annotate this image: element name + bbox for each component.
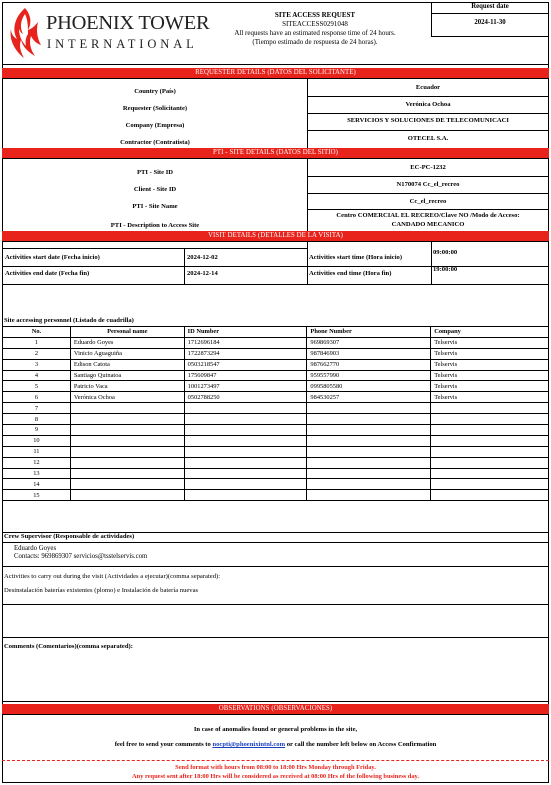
- table-row: [3, 490, 549, 501]
- row-company: [431, 403, 549, 414]
- row-phone: 969869307: [307, 337, 431, 348]
- row-phone: 0995805580: [307, 381, 431, 392]
- requester-label: Requester (Solicitante): [122, 105, 188, 112]
- header-title-block: [195, 11, 435, 46]
- table-row: [3, 370, 549, 381]
- personnel-title: Site accessing personnel (Listado de cuadrilla): [4, 317, 134, 324]
- row-no: 9: [3, 425, 71, 436]
- row-company: Telservis: [431, 392, 549, 403]
- row-id: 1712696184: [184, 337, 307, 348]
- table-row: [3, 348, 549, 359]
- row-name: [70, 435, 184, 446]
- row-id: 1001273497: [184, 381, 307, 392]
- table-row: [3, 435, 549, 446]
- row-phone: 959557990: [307, 370, 431, 381]
- row-phone: [307, 414, 431, 425]
- site-id-label: PTI - Site ID: [136, 169, 174, 176]
- row-company: [431, 435, 549, 446]
- row-no: 10: [3, 435, 71, 446]
- requester-value: Verónica Ochoa: [405, 101, 451, 108]
- request-date-label: Request date: [471, 3, 509, 10]
- row-name: [70, 457, 184, 468]
- table-row: [3, 337, 549, 348]
- row-name: [70, 414, 184, 425]
- row-id: [184, 403, 307, 414]
- row-no: 1: [3, 337, 71, 348]
- personnel-table: [2, 326, 549, 501]
- row-name: Vinicio Aguaguiña: [70, 348, 184, 359]
- row-id: [184, 414, 307, 425]
- table-row: [3, 381, 549, 392]
- row-company: Telservis: [431, 337, 549, 348]
- activities-label: Activities to carry out during the visit (Actividades a ejecutar)(comma separated):: [4, 573, 221, 580]
- row-id: [184, 446, 307, 457]
- col-header-company: Company: [431, 327, 549, 338]
- row-no: 6: [3, 392, 71, 403]
- company-label: Company (Empresa): [125, 122, 185, 129]
- start-date-label: Activities start date (Fecha inicio): [5, 254, 100, 261]
- end-time-value: 19:00:00: [433, 266, 458, 273]
- row-phone: [307, 446, 431, 457]
- observations-line1: In case of anomalies found or general problems in the site,: [193, 726, 358, 733]
- row-company: [431, 457, 549, 468]
- col-header-no: No.: [3, 327, 71, 338]
- site-name-label: PTI - Site Name: [132, 203, 178, 210]
- row-no: 8: [3, 414, 71, 425]
- row-phone: [307, 490, 431, 501]
- row-name: [70, 479, 184, 490]
- row-name: Patricio Vaca: [70, 381, 184, 392]
- row-id: 0503218547: [184, 359, 307, 370]
- supervisor-contacts: Contacts: 969869307 servicios@tsstelservis.com: [14, 553, 148, 560]
- row-phone: [307, 435, 431, 446]
- row-no: 2: [3, 348, 71, 359]
- start-time-label: Activities start time (Hora inicio): [309, 254, 403, 261]
- table-row: [3, 468, 549, 479]
- logo-line1: PHOENIX TOWER: [46, 12, 210, 34]
- supervisor-title: Crew Supervisor (Responsable de actividades): [4, 533, 135, 540]
- table-row: [3, 479, 549, 490]
- row-phone: [307, 468, 431, 479]
- row-phone: 987662770: [307, 359, 431, 370]
- row-id: 0502788250: [184, 392, 307, 403]
- row-company: [431, 425, 549, 436]
- row-name: [70, 425, 184, 436]
- request-id: SITEACCESS0291048: [282, 20, 348, 28]
- country-label: Country (País): [134, 88, 176, 95]
- row-name: [70, 446, 184, 457]
- company-logo: [6, 4, 210, 62]
- noc-email-link[interactable]: nocpti@phoenixintnl.com: [212, 741, 286, 748]
- access-description-label: PTI - Description to Access Site: [110, 222, 200, 229]
- site-section-header: PTI - SITE DETAILS (DATOS DEL SITIO): [2, 148, 549, 158]
- visit-section-header: VISIT DETAILS (DETALLES DE LA VISITA): [2, 231, 549, 241]
- logo-line2: INTERNATIONAL: [47, 37, 198, 51]
- row-name: Edison Catota: [70, 359, 184, 370]
- row-phone: [307, 457, 431, 468]
- access-description-value-line2: CANDADO MECANICO: [391, 221, 465, 228]
- phoenix-bird-icon: [8, 6, 42, 60]
- observations-line2-post: or call the number left below on Access Confirmation: [285, 741, 437, 748]
- row-id: [184, 457, 307, 468]
- row-company: [431, 414, 549, 425]
- end-date-value: 2024-12-14: [187, 270, 218, 277]
- request-date-value: 2024-11-30: [474, 19, 506, 26]
- col-header-name: Personal name: [70, 327, 184, 338]
- col-header-id: ID Number: [184, 327, 307, 338]
- activities-value: Desinstalación baterías existentes (plomo) e Instalación de batería nuevas: [4, 587, 199, 594]
- row-id: 1722873294: [184, 348, 307, 359]
- row-id: [184, 490, 307, 501]
- row-no: 11: [3, 446, 71, 457]
- row-company: [431, 490, 549, 501]
- row-id: 175609847: [184, 370, 307, 381]
- end-date-label: Activities end date (Fecha fin): [5, 270, 90, 277]
- company-value: SERVICIOS Y SOLUCIONES DE TELECOMUNICACI: [347, 117, 509, 124]
- row-no: 7: [3, 403, 71, 414]
- contractor-label: Contractor (Contratista): [120, 139, 190, 146]
- row-phone: [307, 403, 431, 414]
- row-no: 4: [3, 370, 71, 381]
- footer-line1: Send format with hours from 08:00 to 18:00 Hrs Monday through Friday.: [175, 764, 376, 771]
- row-no: 14: [3, 479, 71, 490]
- comments-label: Comments (Comentarios)(comma separated):: [4, 643, 133, 650]
- col-header-phone: Phone Number: [307, 327, 431, 338]
- row-name: [70, 490, 184, 501]
- row-company: Telservis: [431, 370, 549, 381]
- row-id: [184, 468, 307, 479]
- country-value: Ecuador: [415, 84, 441, 91]
- footer-dashed-divider: [2, 760, 549, 761]
- row-id: [184, 479, 307, 490]
- row-no: 15: [3, 490, 71, 501]
- table-row: [3, 392, 549, 403]
- end-time-label: Activities end time (Hora fin): [309, 270, 392, 277]
- observations-line2: [2, 741, 549, 748]
- table-row: [3, 403, 549, 414]
- site-name-value: Cc_el_recreo: [409, 198, 447, 205]
- row-phone: [307, 425, 431, 436]
- row-id: [184, 425, 307, 436]
- client-site-id-value: N170074 Cc_el_recreo: [396, 181, 460, 188]
- response-note: All requests have an estimated response time of 24 hours.: [234, 29, 396, 37]
- start-date-value: 2024-12-02: [187, 254, 218, 261]
- table-row: [3, 359, 549, 370]
- client-site-id-label: Client - Site ID: [133, 186, 177, 193]
- row-company: Telservis: [431, 381, 549, 392]
- row-company: [431, 479, 549, 490]
- site-id-value: EC-PC-1232: [410, 164, 446, 171]
- row-phone: [307, 479, 431, 490]
- row-no: 13: [3, 468, 71, 479]
- row-company: Telservis: [431, 359, 549, 370]
- row-no: 5: [3, 381, 71, 392]
- row-company: [431, 468, 549, 479]
- access-description-value-line1: Centro COMERCIAL EL RECREO/Clave NO /Modo de Acceso:: [336, 212, 520, 219]
- row-id: [184, 435, 307, 446]
- contractor-value: OTECEL S.A.: [407, 135, 449, 142]
- row-no: 3: [3, 359, 71, 370]
- row-name: Verónica Ochoa: [70, 392, 184, 403]
- row-phone: 987846903: [307, 348, 431, 359]
- table-row: [3, 457, 549, 468]
- row-name: [70, 403, 184, 414]
- supervisor-name: Eduardo Goyes: [14, 545, 57, 552]
- table-row: [3, 425, 549, 436]
- row-name: Eduardo Goyes: [70, 337, 184, 348]
- footer-line2: Any request sent after 18:00 Hrs will be considered as received at 08:00 Hrs of the following business day.: [132, 773, 419, 780]
- table-header-row: [3, 327, 549, 338]
- row-name: [70, 468, 184, 479]
- response-note-es: (Tiempo estimado de respuesta de 24 horas).: [252, 38, 378, 46]
- row-company: Telservis: [431, 348, 549, 359]
- requester-section-header: REQUESTER DETAILS (DATOS DEL SOLICITANTE): [2, 68, 549, 78]
- row-name: Santiago Quinatoa: [70, 370, 184, 381]
- start-time-value: 09:00:00: [433, 249, 458, 256]
- page-title: SITE ACCESS REQUEST: [274, 11, 356, 19]
- row-no: 12: [3, 457, 71, 468]
- row-company: [431, 446, 549, 457]
- observations-section-header: OBSERVATIONS (OBSERVACIONES): [2, 704, 549, 714]
- observations-line2-pre: feel free to send your comments to: [114, 741, 213, 748]
- table-row: [3, 414, 549, 425]
- table-row: [3, 446, 549, 457]
- row-phone: 984530257: [307, 392, 431, 403]
